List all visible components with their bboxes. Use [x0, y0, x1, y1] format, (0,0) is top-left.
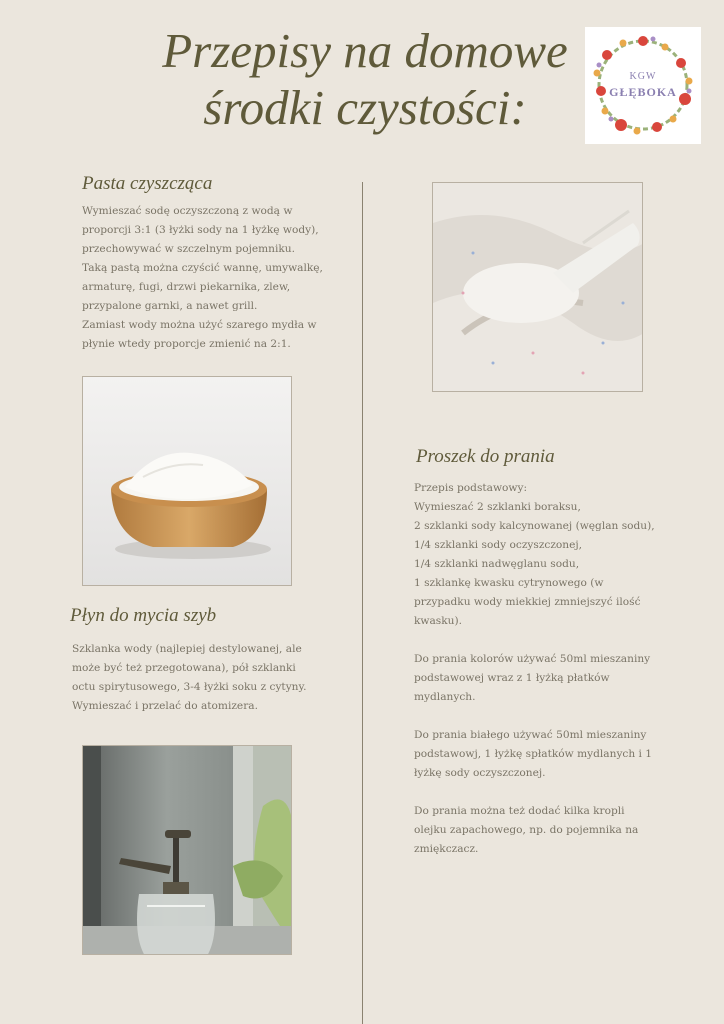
text-line: Do prania kolorów używać 50ml mieszaniny — [414, 653, 651, 665]
text-line: mydlanych. — [414, 691, 476, 703]
kgw-logo — [585, 27, 701, 144]
text-line: przypalone garnki, a nawet grill. — [82, 300, 258, 312]
page-title-line-1: Przepisy na domowe — [162, 23, 568, 78]
text-line: 1/4 szklanki nadwęglanu sodu, — [414, 558, 580, 570]
paragraph-gap — [414, 707, 655, 726]
logo-text-gleboka: GŁĘBOKA — [609, 85, 677, 99]
text-line: Taką pastą można czyścić wannę, umywalkę, — [82, 262, 323, 274]
text-line: Do prania białego używać 50ml mieszaniny — [414, 729, 647, 741]
text-line: Wymieszać i przelać do atomizera. — [72, 700, 258, 712]
text-line: kwasku). — [414, 615, 462, 627]
text-line: zmiękczacz. — [414, 843, 479, 855]
washing-powder-photo — [432, 182, 643, 392]
section-text-plyn — [72, 640, 306, 716]
section-text-proszek — [414, 479, 655, 859]
spray-bottle-photo — [82, 745, 292, 955]
text-line: 2 szklanki sody kalcynowanej (węglan sodu), — [414, 520, 655, 532]
text-line: proporcji 3:1 (3 łyżki sody na 1 łyżkę wody), — [82, 224, 319, 236]
text-line: przechowywać w szczelnym pojemniku. — [82, 243, 295, 255]
text-line: Do prania można też dodać kilka kropli — [414, 805, 625, 817]
text-line: podstawowj, 1 łyżkę spłatków mydlanych i 1 — [414, 748, 653, 760]
text-line: armaturę, fugi, drzwi piekarnika, zlew, — [82, 281, 291, 293]
page-title-line-2: środki czystości: — [203, 80, 527, 135]
text-line: Wymieszać 2 szklanki boraksu, — [414, 501, 581, 513]
text-line: łyżkę sody oczyszczonej. — [414, 767, 546, 779]
text-line: Wymieszać sodę oczyszczoną z wodą w — [82, 205, 293, 217]
section-heading-pasta: Pasta czyszcząca — [82, 173, 213, 194]
text-line: 1/4 szklanki sody oczyszczonej, — [414, 539, 583, 551]
logo-text-kgw: KGW — [629, 71, 657, 82]
text-line: może być też przegotowana), pół szklanki — [72, 662, 296, 674]
text-line: podstawowej wraz z 1 łyżką płatków — [414, 672, 610, 684]
paragraph-gap — [414, 631, 655, 650]
text-line: octu spirytusowego, 3-4 łyżki soku z cytyny. — [72, 681, 307, 693]
text-line: 1 szklankę kwasku cytrynowego (w — [414, 577, 604, 589]
paragraph-gap — [414, 783, 655, 802]
text-line: Zamiast wody można użyć szarego mydła w — [82, 319, 317, 331]
text-line: płynie wtedy proporcje zmienić na 2:1. — [82, 338, 291, 350]
column-divider — [362, 182, 363, 1024]
baking-soda-bowl-photo — [82, 376, 292, 586]
section-heading-proszek: Proszek do prania — [416, 446, 555, 467]
section-heading-plyn: Płyn do mycia szyb — [70, 605, 217, 626]
page-title — [150, 22, 580, 136]
text-line: olejku zapachowego, np. do pojemnika na — [414, 824, 639, 836]
text-line: Przepis podstawowy: — [414, 482, 528, 494]
text-line: Szklanka wody (najlepiej destylowanej, ale — [72, 643, 302, 655]
section-text-pasta — [82, 202, 323, 354]
text-line: przypadku wody miekkiej zmniejszyć ilość — [414, 596, 641, 608]
